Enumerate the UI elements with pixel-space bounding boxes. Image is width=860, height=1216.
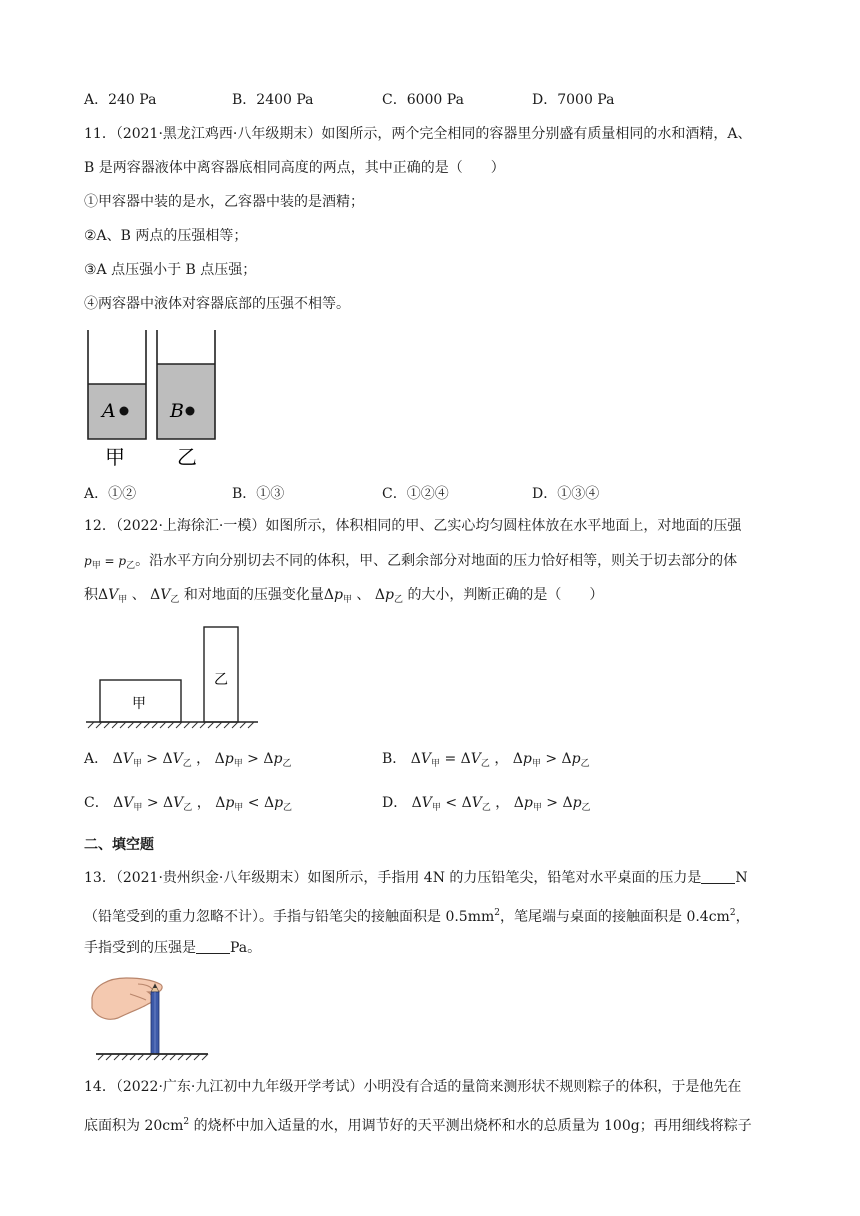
table-hatch xyxy=(98,1054,208,1060)
caption-yi: 乙 xyxy=(177,445,197,469)
q12-stem-line3: 积$\Delta V_甲$ 、 $\Delta V_乙$ 和对地面的压强变化量$\Delta p_甲$ 、 $\Delta p_乙$ 的大小，判断正确的是（ ） xyxy=(84,587,604,605)
q13-stem-line3: 手指受到的压强是 Pa。 xyxy=(84,940,262,956)
q11-statement-4: ④两容器中液体对容器底部的压强不相等。 xyxy=(84,296,350,312)
q10-option-c: C．6000 Pa xyxy=(382,92,464,108)
q14-stem-line1: 14．（2022·广东·九江初中九年级开学考试）小明没有合适的量筒来测形状不规则粽子的体积，于是他先在 xyxy=(84,1079,742,1095)
cylinder-jia-label: 甲 xyxy=(132,696,146,712)
q12-option-d: D． $\Delta V_甲 < \Delta V_乙$ ， $\Delta p_甲 > \Delta p_乙$ xyxy=(382,795,591,813)
q11-stem-line2: B 是两容器液体中离容器底相同高度的两点，其中正确的是（ ） xyxy=(84,160,505,176)
q11-option-d: D．①③④ xyxy=(532,486,600,502)
q12-option-b: B． $\Delta V_甲 = \Delta V_乙$ ， $\Delta p_甲 > \Delta p_乙$ xyxy=(382,751,590,769)
point-a-label: A xyxy=(102,400,116,422)
q12-option-a: A． $\Delta V_甲 > \Delta V_乙$ ， $\Delta p_甲 > \Delta p_乙$ xyxy=(84,751,292,769)
q10-option-b: B．2400 Pa xyxy=(232,92,314,108)
section-title: 二、填空题 xyxy=(84,837,154,853)
q11-stem-line1: 11．（2021·黑龙江鸡西·八年级期末）如图所示，两个完全相同的容器里分别盛有质量相同的水和酒精，A、 xyxy=(84,126,752,142)
point-a-dot xyxy=(120,407,129,416)
caption-jia: 甲 xyxy=(105,445,125,469)
answer-blank-2[interactable] xyxy=(196,939,230,954)
point-b-label: B xyxy=(170,400,184,422)
container-yi-liquid xyxy=(157,364,215,439)
q12-cylinders-figure xyxy=(86,622,264,730)
q14-stem-line2: 底面积为 $20cm^2$ 的烧杯中加入适量的水，用调节好的天平测出烧杯和水的总质量为 100g；再用细线将粽子 xyxy=(84,1117,752,1134)
q12-option-c: C． $\Delta V_甲 > \Delta V_乙$ ， $\Delta p_甲 < \Delta p_乙$ xyxy=(84,795,293,813)
q11-statement-3: ③A 点压强小于 B 点压强； xyxy=(84,262,257,278)
q11-option-a: A．①② xyxy=(84,486,137,502)
q11-containers-figure xyxy=(80,328,230,470)
ground-hatch xyxy=(88,722,254,728)
q10-option-a: A．240 Pa xyxy=(84,92,157,108)
pencil-illustration xyxy=(151,984,159,1054)
q13-stem-line1: 13．（2021·贵州织金·八年级期末）如图所示，手指用 4N 的力压铅笔尖，铅笔对水平桌面的压力是 N xyxy=(84,870,748,886)
q12-stem-line1: 12．（2022·上海徐汇·一模）如图所示，体积相同的甲、乙实心均匀圆柱体放在水平地面上，对地面的压强 xyxy=(84,518,742,534)
q13-hand-pencil-figure xyxy=(90,972,214,1064)
q11-statement-1: ①甲容器中装的是水，乙容器中装的是酒精； xyxy=(84,194,364,210)
q13-stem-line2: （铅笔受到的重力忽略不计）。手指与铅笔尖的接触面积是 $0.5mm^2$，笔尾端与桌面的接触面积是 $0.4cm^2$， xyxy=(84,908,750,925)
cylinder-yi-label: 乙 xyxy=(214,672,228,688)
q11-statement-2: ②A、B 两点的压强相等； xyxy=(84,228,248,244)
q12-stem-line2: $p_甲 = p_乙$。沿水平方向分别切去不同的体积，甲、乙剩余部分对地面的压力恰好相等，则关于切去部分的体 xyxy=(84,553,738,571)
point-b-dot xyxy=(186,407,195,416)
pressure-equality-formula: $p_甲 = p_乙$ xyxy=(84,554,136,571)
q11-option-c: C．①②④ xyxy=(382,486,449,502)
container-jia-liquid xyxy=(88,384,146,439)
answer-blank-1[interactable] xyxy=(701,869,735,884)
q11-option-b: B．①③ xyxy=(232,486,285,502)
q10-option-d: D．7000 Pa xyxy=(532,92,615,108)
